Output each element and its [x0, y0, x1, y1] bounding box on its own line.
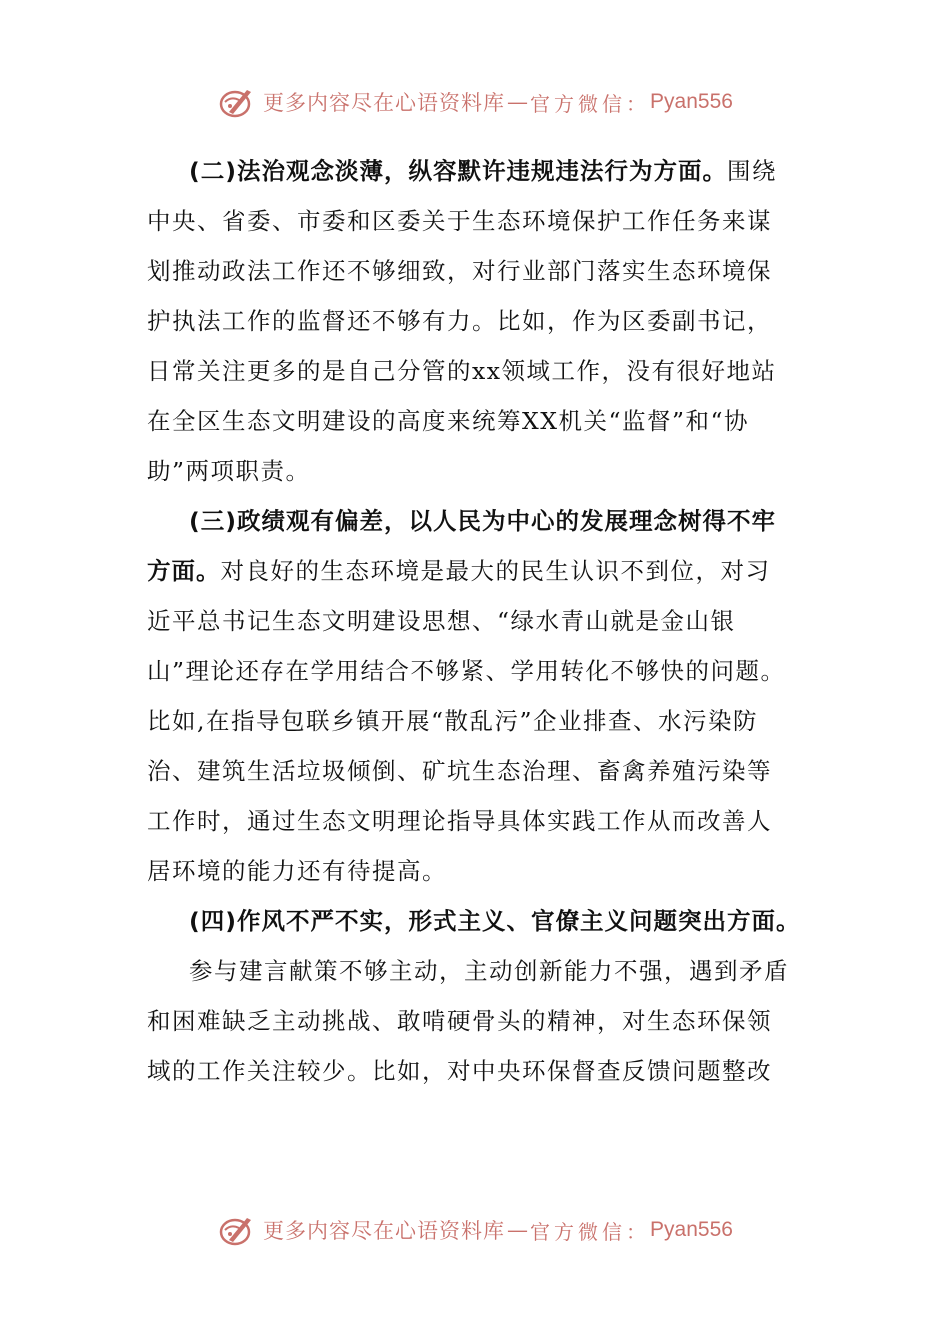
paragraph-4-line-1: 参与建言献策不够主动，主动创新能力不强，遇到矛盾 — [189, 957, 789, 985]
paragraph-2-line-4: 护执法工作的监督还不够有力。比如，作为区委副书记， — [147, 307, 772, 335]
paragraph-3-line-8: 居环境的能力还有待提高。 — [147, 857, 447, 885]
document-body — [147, 146, 812, 1096]
watermark-footer — [0, 1208, 950, 1252]
paragraph-3-text: 对良好的生态环境是最大的民生认识不到位，对习 — [220, 557, 771, 585]
watermark-dash: — — [507, 90, 529, 114]
paragraph-2-line-6: 在全区生态文明建设的高度来统筹XX机关“监督”和“协 — [147, 407, 750, 435]
paragraph-2-heading: (二)法治观念淡薄，纵容默许违规违法行为方面。 — [189, 157, 727, 185]
watermark-label: 官方微信： — [530, 1219, 651, 1244]
paragraph-3-line-3: 近平总书记生态文明建设思想、“绿水青山就是金山银 — [147, 607, 736, 635]
watermark-dash: — — [507, 1218, 529, 1242]
watermark-header — [0, 80, 950, 124]
paragraph-4-line-2: 和困难缺乏主动挑战、敢啃硬骨头的精神，对生态环保领 — [147, 1007, 772, 1035]
pen-seal-icon — [217, 1210, 257, 1250]
paragraph-2-line-3: 划推动政法工作还不够细致，对行业部门落实生态环境保 — [147, 257, 772, 285]
paragraph-2-line-5: 日常关注更多的是自己分管的xx领域工作，没有很好地站 — [147, 357, 777, 385]
paragraph-2-line-7: 助”两项职责。 — [147, 457, 311, 485]
paragraph-2-text: 围绕 — [726, 157, 777, 185]
watermark-text: 更多内容尽在心语资料库 — [263, 1219, 506, 1243]
paragraph-3-heading-end: 方面。 — [147, 557, 221, 585]
pen-seal-icon — [217, 82, 257, 122]
paragraph-2-line-1 — [147, 146, 812, 196]
paragraph-4-line-3: 域的工作关注较少。比如，对中央环保督查反馈问题整改 — [147, 1057, 772, 1085]
paragraph-2-line-2: 中央、省委、市委和区委关于生态环境保护工作任务来谋 — [147, 207, 772, 235]
watermark-id: Pyan556 — [650, 90, 733, 113]
paragraph-3-heading-line-1: (三)政绩观有偏差，以人民为中心的发展理念树得不牢 — [189, 507, 776, 535]
paragraph-3-line-6: 治、建筑生活垃圾倾倒、矿坑生态治理、畜禽养殖污染等 — [147, 757, 772, 785]
paragraph-3-line-4: 山”理论还存在学用结合不够紧、学用转化不够快的问题。 — [147, 657, 786, 685]
paragraph-3-line-2 — [147, 546, 812, 596]
watermark-label: 官方微信： — [530, 91, 651, 116]
paragraph-3-line-7: 工作时，通过生态文明理论指导具体实践工作从而改善人 — [147, 807, 772, 835]
watermark-text: 更多内容尽在心语资料库 — [263, 91, 506, 115]
paragraph-4-heading: (四)作风不严不实，形式主义、官僚主义问题突出方面。 — [189, 907, 801, 935]
paragraph-3-line-5: 比如,在指导包联乡镇开展“散乱污”企业排查、水污染防 — [147, 707, 758, 735]
watermark-id: Pyan556 — [650, 1218, 733, 1241]
